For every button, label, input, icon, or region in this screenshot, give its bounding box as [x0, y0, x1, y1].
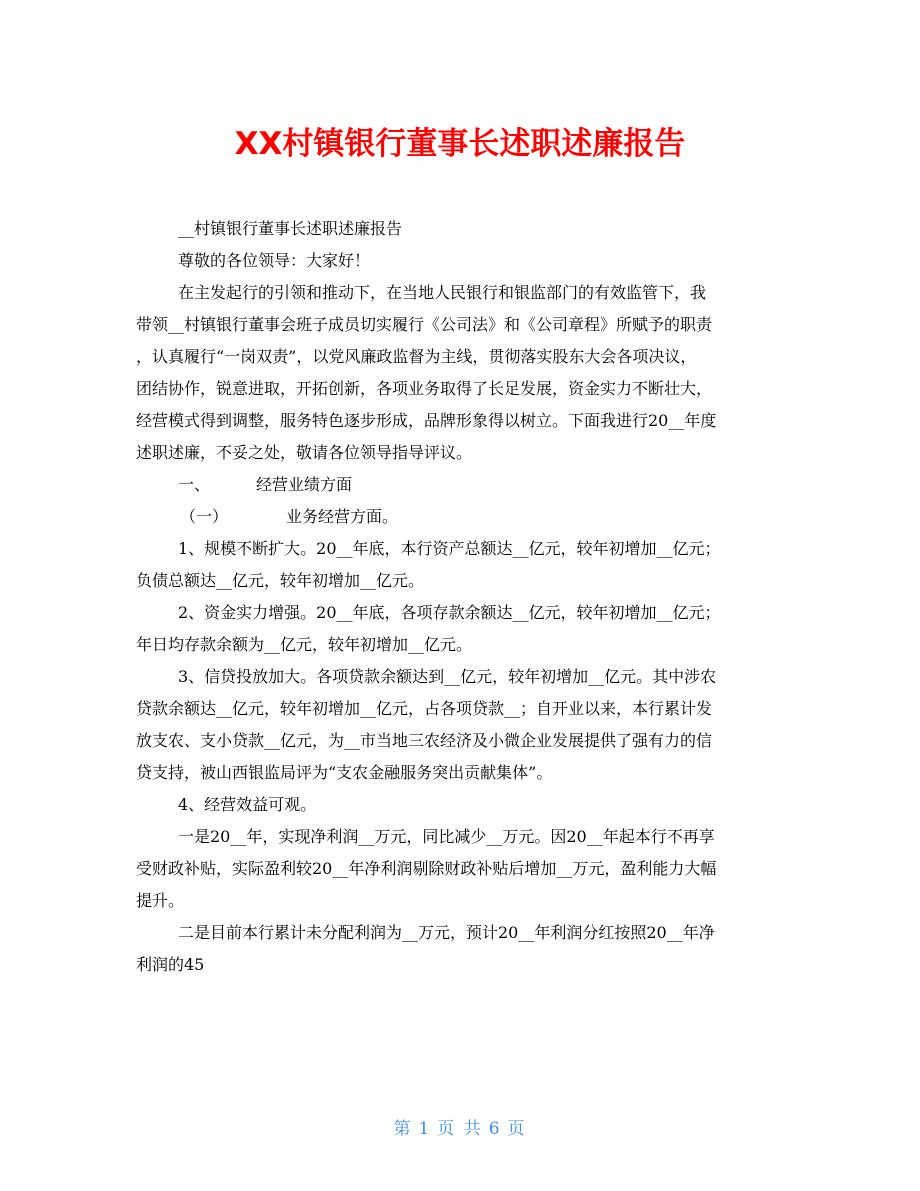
- section-heading: [136, 469, 786, 501]
- page-mid: 页 共: [437, 1119, 483, 1139]
- page-suffix: 页: [507, 1119, 527, 1139]
- intro-line-1: 在主发起行的引领和推动下，在当地人民银行和银监部门的有效监管下，我: [178, 283, 707, 302]
- item-3-line-1: 3、信贷投放加大。各项贷款余额达到__亿元，较年初增加__亿元。其中涉农: [178, 667, 717, 686]
- item-1-line-2: 负债总额达__亿元，较年初增加__亿元。: [136, 571, 425, 590]
- section-label: 经营业绩方面: [256, 475, 353, 494]
- page-current: 1: [418, 1119, 432, 1139]
- document-body: [136, 213, 786, 981]
- item-4-point-1-line-3: 提升。: [136, 891, 185, 910]
- document-title: XX村镇银行董事长述职述廉报告: [234, 126, 686, 162]
- item-4-point-1-line-2: 受财政补贴，实际盈利较20__年净利润剔除财政补贴后增加__万元，盈利能力大幅: [136, 859, 717, 878]
- item-4-point-2-line-2: 利润的45: [136, 955, 205, 974]
- item-4-heading: 4、经营效益可观。: [178, 795, 317, 814]
- page-total: 6: [488, 1119, 502, 1139]
- intro-line-3: ，认真履行“一岗双责”，以党风廉政监督为主线，贯彻落实股东大会各项决议，: [136, 347, 697, 366]
- section-number: 一、: [178, 475, 211, 494]
- intro-line-5: 经营模式得到调整，服务特色逐步形成，品牌形象得以树立。下面我进行20__年度: [136, 411, 717, 430]
- item-4-point-2-line-1: 二是目前本行累计未分配利润为__万元，预计20__年利润分红按照20__年净: [178, 923, 715, 942]
- subtitle-paragraph: __村镇银行董事长述职述廉报告: [178, 219, 403, 238]
- item-1-line-1: 1、规模不断扩大。20__年底，本行资产总额达__亿元，较年初增加__亿元；: [178, 539, 721, 558]
- item-3-line-4: 贷支持，被山西银监局评为“支农金融服务突出贡献集体”。: [136, 763, 553, 782]
- intro-line-2: 带领__村镇银行董事会班子成员切实履行《公司法》和《公司章程》所赋予的职责: [136, 315, 713, 334]
- intro-line-6: 述职述廉，不妥之处，敬请各位领导指导评议。: [136, 443, 473, 462]
- subsection-heading: [136, 501, 786, 533]
- item-4-point-1-line-1: 一是20__年，实现净利润__万元，同比减少__万元。因20__年起本行不再享: [178, 827, 715, 846]
- intro-line-4: 团结协作，锐意进取，开拓创新，各项业务取得了长足发展，资金实力不断壮大，: [136, 379, 713, 398]
- page-footer: [0, 1114, 920, 1139]
- page-prefix: 第: [393, 1119, 413, 1139]
- greeting-paragraph: 尊敬的各位领导：大家好！: [178, 251, 371, 270]
- item-3-line-2: 贷款余额达__亿元，较年初增加__亿元，占各项贷款__；自开业以来，本行累计发: [136, 699, 713, 718]
- item-3-line-3: 放支农、支小贷款__亿元，为__市当地三农经济及小微企业发展提供了强有力的信: [136, 731, 713, 750]
- subsection-label: 业务经营方面。: [286, 507, 399, 526]
- item-2-line-1: 2、资金实力增强。20__年底，各项存款余额达__亿元，较年初增加__亿元；: [178, 603, 721, 622]
- item-2-line-2: 年日均存款余额为__亿元，较年初增加__亿元。: [136, 635, 473, 654]
- subsection-number: （一）: [180, 507, 229, 526]
